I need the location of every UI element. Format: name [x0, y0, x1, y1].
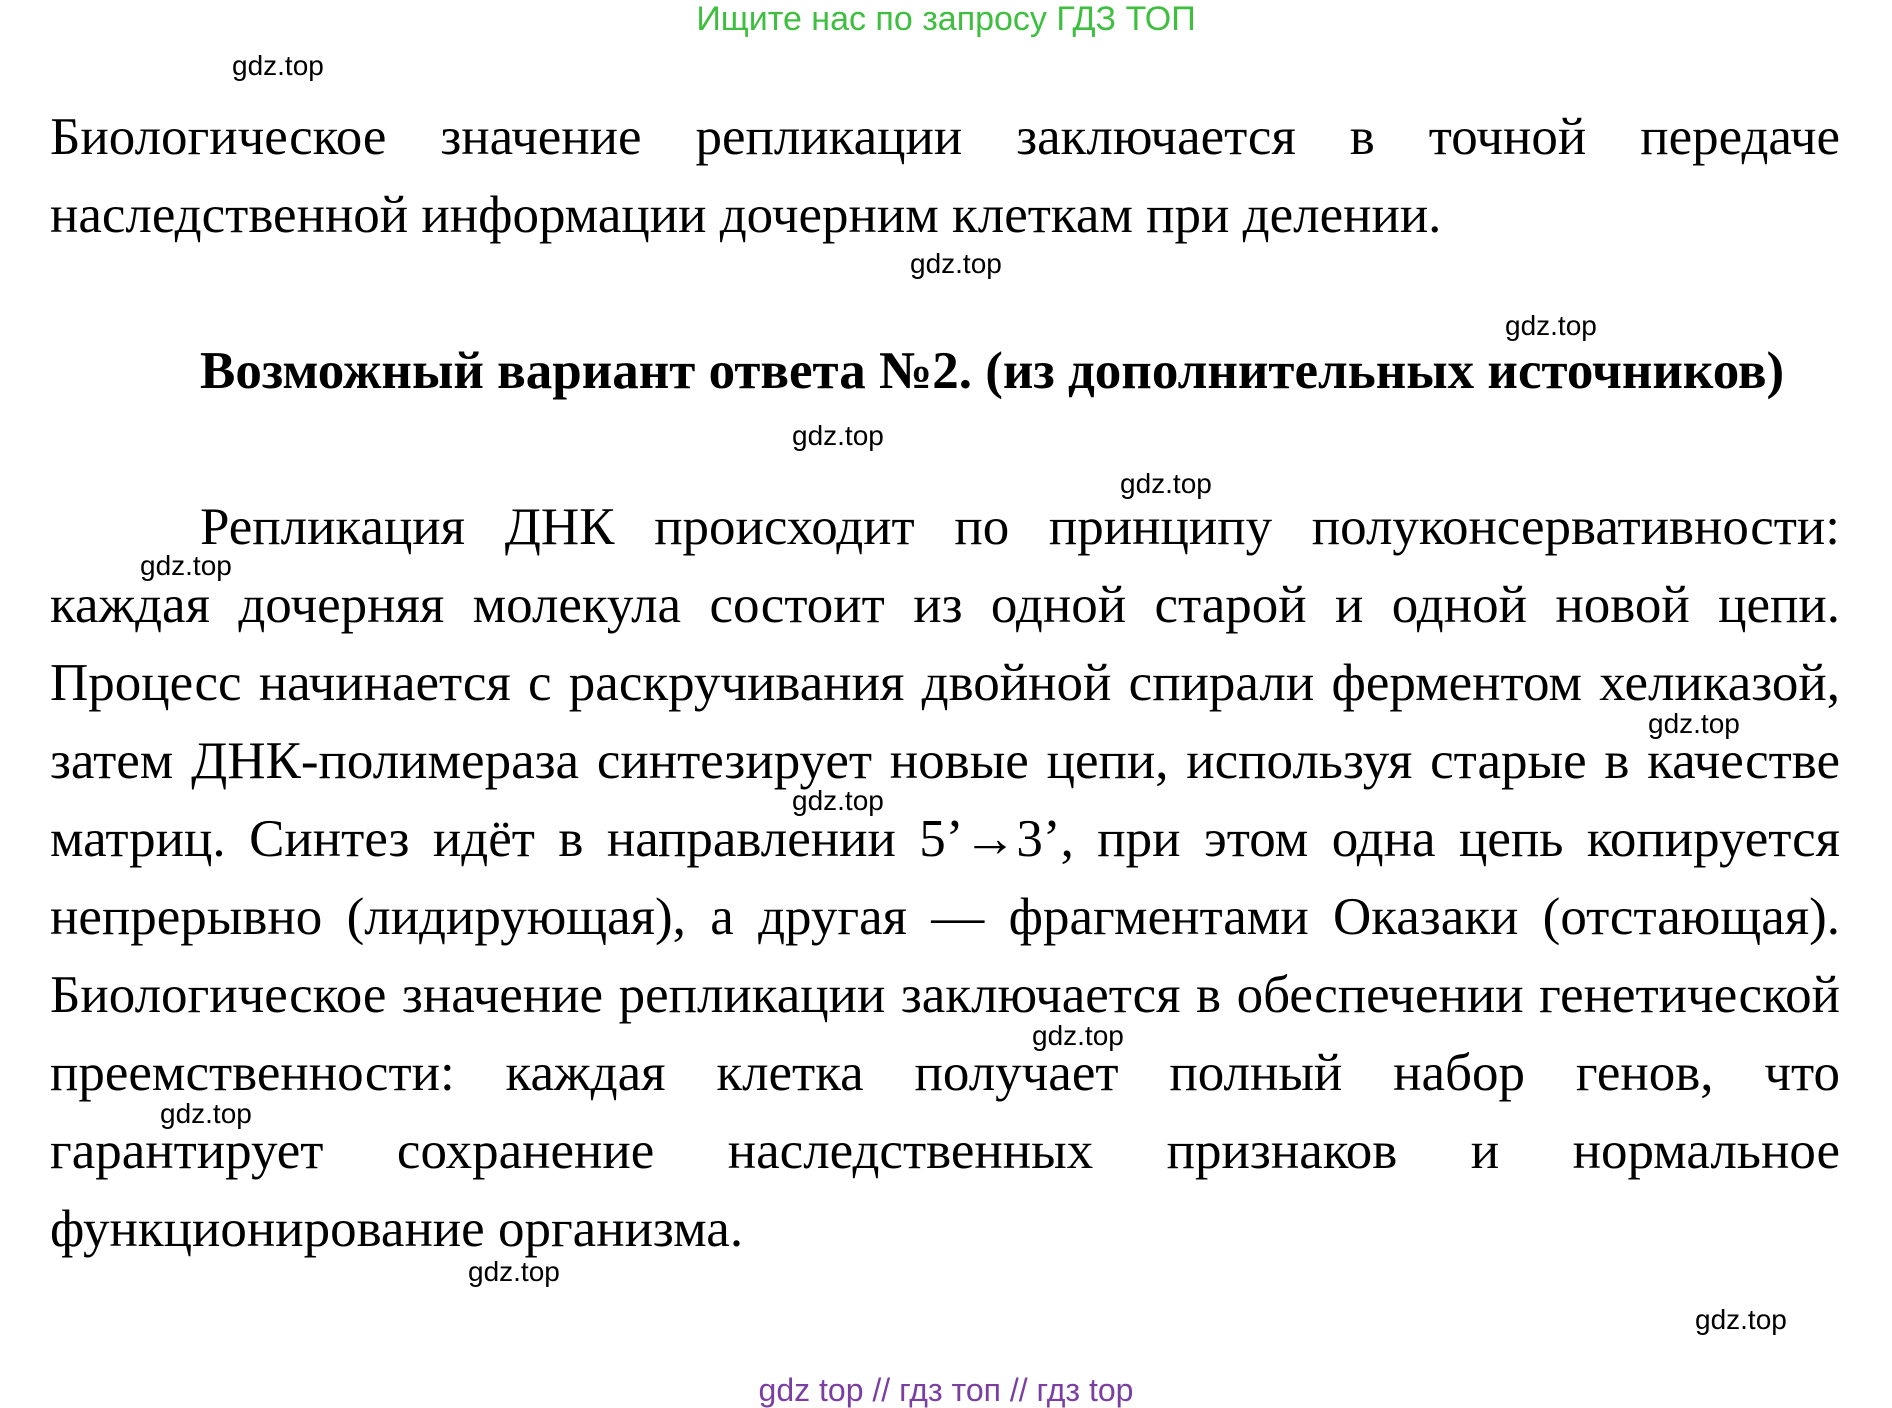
watermark: gdz.top [140, 550, 232, 581]
footer-watermark: gdz top // гдз топ // гдз top [758, 1372, 1134, 1408]
watermark: gdz.top [1032, 1020, 1124, 1051]
watermark: gdz.top [468, 1256, 560, 1287]
watermark: gdz.top [1695, 1304, 1787, 1335]
watermark: gdz.top [792, 420, 884, 451]
watermark: gdz.top [910, 248, 1002, 279]
answer-variant-heading: Возможный вариант ответа №2. (из дополнительных источников) [200, 342, 1785, 400]
watermark: gdz.top [1648, 708, 1740, 739]
watermark: gdz.top [1505, 310, 1597, 341]
watermark: gdz.top [160, 1098, 252, 1129]
search-banner: Ищите нас по запросу ГДЗ ТОП [696, 0, 1196, 38]
watermark: gdz.top [232, 50, 324, 81]
paragraph-replication-description: Репликация ДНК происходит по принципу полуконсервативности: каждая дочерняя молекула состоит из одной старой и одной новой цепи. Процесс начинается с раскручивания двойной спирали ферментом хеликазой, затем ДНК-полимераза синтезирует новые цепи, используя старые в качестве матриц. Синтез идёт в направлении 5’→3’, при этом одна цепь копируется непрерывно (лидирующая), а другая — фрагментами Оказаки (отстающая). Биологическое значение репликации заключается в обеспечении генетической преемственности: каждая клетка получает полный набор генов, что гарантирует сохранение наследственных признаков и нормальное функционирование организма. [50, 498, 1840, 1258]
watermark: gdz.top [792, 785, 884, 816]
watermark: gdz.top [1120, 468, 1212, 499]
paragraph-biological-significance: Биологическое значение репликации заключается в точной передаче наследственной информации дочерним клеткам при делении. [50, 108, 1840, 244]
